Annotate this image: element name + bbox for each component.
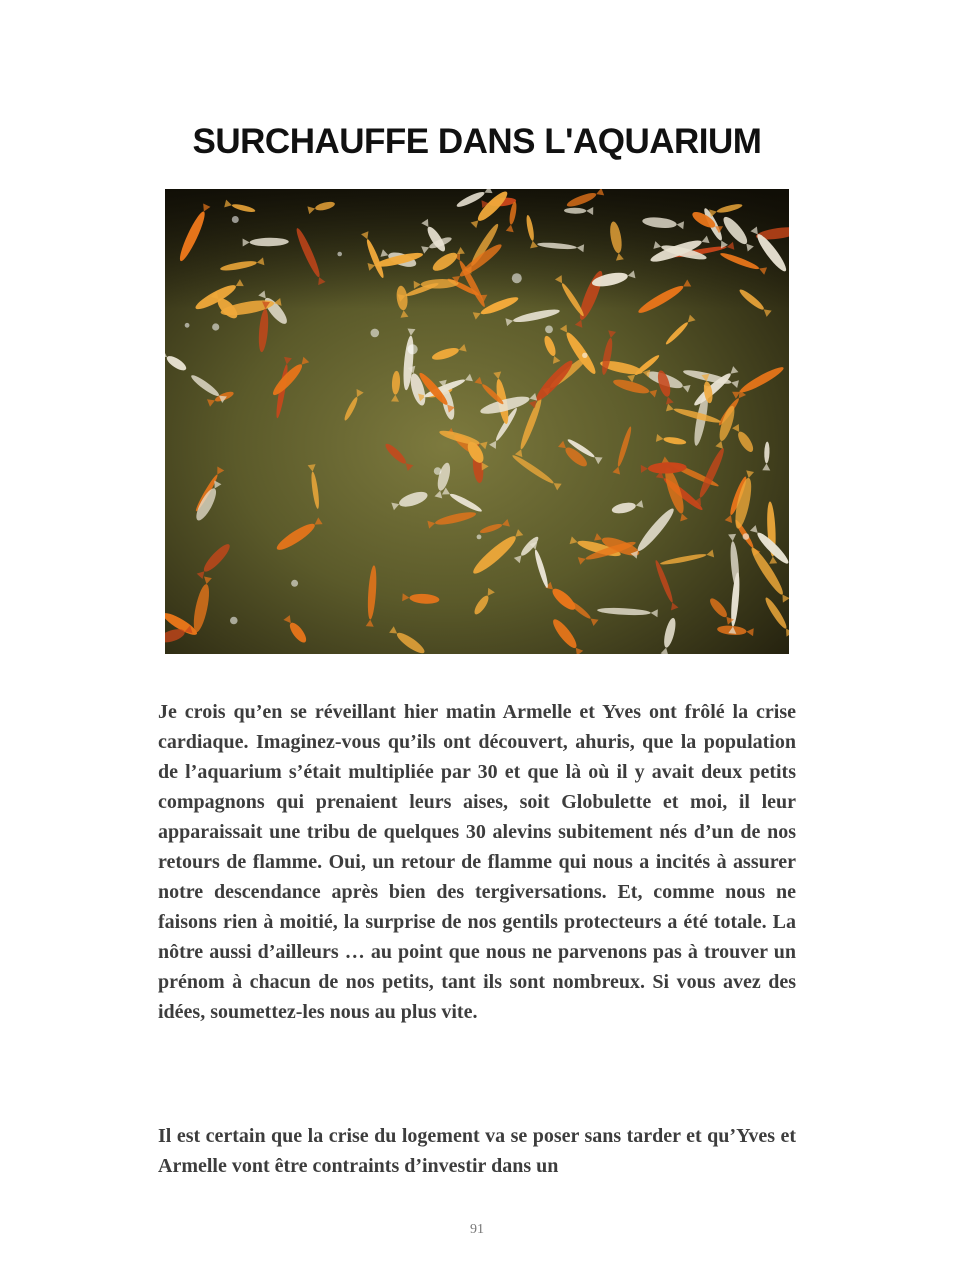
paragraph-2: Il est certain que la crise du logement va se poser sans tarder et qu’Yves et Armelle vont être contraints d’investir dans un: [158, 1125, 796, 1177]
paragraph-1: Je crois qu’en se réveillant hier matin Armelle et Yves ont frôlé la crise cardiaque. Imaginez-vous qu’ils ont découvert, ahuris, que la population de l’aquarium s’était multipliée par 30 et que là où il y avait deux petits compagnons qui prenaient leurs aises, soit Globulette et moi, il leur apparaissait une tribu de quelques 30 alevins subitement nés d’un de nos retours de flamme. Oui, un retour de flamme qui nous a incités à assurer notre descendance après bien des tergiversations. Et, comme nous ne faisons rien à moitié, la surprise de nos gentils protecteurs a été totale. La nôtre aussi d’ailleurs … au point que nous ne parvenons pas à trouver un prénom à chacun de nos petits, tant ils sont nombreux. Si vous avez des idées, soumettez-les nous au plus vite.: [158, 701, 796, 1023]
bubble: [545, 326, 553, 334]
bubble: [291, 580, 298, 587]
bubble: [232, 216, 239, 223]
bubble: [408, 344, 418, 354]
bubble: [434, 467, 442, 475]
page-title: SURCHAUFFE DANS L'AQUARIUM: [192, 122, 762, 161]
page-number: 91: [470, 1222, 484, 1237]
bubble: [212, 323, 219, 330]
bubble: [512, 273, 522, 283]
bubble: [582, 353, 587, 358]
bubble: [371, 329, 380, 338]
bubble: [337, 252, 342, 257]
bubble: [743, 533, 750, 540]
bubble: [185, 323, 190, 328]
koi-pond-photo: [165, 189, 789, 654]
bubble: [477, 535, 482, 540]
koi-pond-illustration: [165, 189, 789, 654]
bubble: [230, 617, 238, 625]
